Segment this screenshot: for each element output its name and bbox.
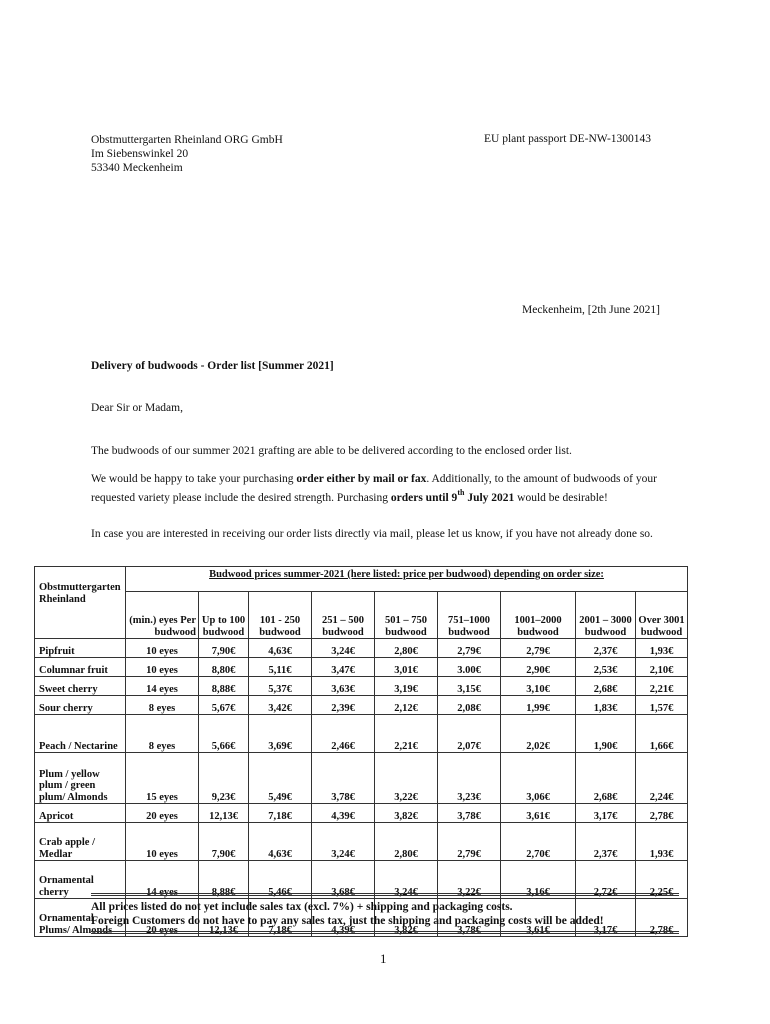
table-row	[35, 823, 688, 861]
price-cell: 2,68€	[576, 677, 636, 696]
price-cell: 2,10€	[636, 658, 688, 677]
price-cell: 3,15€	[438, 677, 501, 696]
price-cell: 5,37€	[249, 677, 312, 696]
price-cell: 2,08€	[438, 696, 501, 715]
price-cell: 2,72€	[576, 861, 636, 899]
price-cell: 3,61€	[501, 804, 576, 823]
price-cell: 2,53€	[576, 658, 636, 677]
price-cell: 5,67€	[199, 696, 249, 715]
price-cell: 2,70€	[501, 823, 576, 861]
paragraph-2: We would be happy to take your purchasing order either by mail or fax. Additionally, to the amount of budwoods of your requested variety please include the desired strength. Purchasing orders until 9th July 2021 would be desirable!	[91, 473, 657, 504]
page-number: 1	[380, 951, 387, 966]
sender-address	[91, 133, 283, 175]
price-cell: 5,11€	[249, 658, 312, 677]
price-cell: 3,24€	[312, 823, 375, 861]
variety-name: Ornamental Plums/ Almonds	[35, 899, 126, 937]
price-cell: 3.00€	[438, 658, 501, 677]
price-cell: 3,16€	[501, 861, 576, 899]
price-cell: 3,47€	[312, 658, 375, 677]
eyes-per-budwood: 14 eyes	[126, 861, 199, 899]
variety-name: Columnar fruit	[35, 658, 126, 677]
price-cell: 2,79€	[501, 639, 576, 658]
paragraph-1: The budwoods of our summer 2021 grafting are able to be delivered according to the enclosed order list.	[91, 445, 572, 457]
greeting: Dear Sir or Madam,	[91, 402, 183, 414]
price-cell: 8,88€	[199, 677, 249, 696]
column-header: 101 - 250 budwood	[249, 592, 312, 639]
column-header: 501 – 750 budwood	[375, 592, 438, 639]
price-cell: 5,66€	[199, 715, 249, 753]
price-cell: 2,78€	[636, 804, 688, 823]
price-cell: 3,24€	[375, 861, 438, 899]
price-cell: 1,83€	[576, 696, 636, 715]
price-cell: 5,46€	[249, 861, 312, 899]
table-row	[35, 804, 688, 823]
price-cell: 7,18€	[249, 804, 312, 823]
price-note	[91, 893, 679, 934]
price-cell: 2,90€	[501, 658, 576, 677]
price-cell: 8,88€	[199, 861, 249, 899]
price-table	[34, 566, 688, 937]
sender-street: Im Siebenswinkel 20	[91, 148, 189, 160]
price-cell: 8,80€	[199, 658, 249, 677]
variety-name: Sour cherry	[35, 696, 126, 715]
sender-city: 53340 Meckenheim	[91, 162, 183, 174]
price-cell: 2,21€	[636, 677, 688, 696]
sender-company: Obstmuttergarten Rheinland ORG GmbH	[91, 134, 283, 146]
column-header: 251 – 500 budwood	[312, 592, 375, 639]
price-cell: 2,79€	[438, 823, 501, 861]
letter-subject: Delivery of budwoods - Order list [Summer 2021]	[91, 360, 334, 372]
price-cell: 7,18€	[249, 899, 312, 937]
eyes-per-budwood: 20 eyes	[126, 899, 199, 937]
variety-name: Apricot	[35, 804, 126, 823]
price-cell: 1,90€	[576, 715, 636, 753]
price-cell: 3,22€	[438, 861, 501, 899]
price-cell: 3,23€	[438, 753, 501, 804]
eyes-per-budwood: 8 eyes	[126, 696, 199, 715]
price-cell: 3,61€	[501, 899, 576, 937]
price-cell: 3,78€	[438, 899, 501, 937]
price-cell: 2,37€	[576, 639, 636, 658]
eyes-per-budwood: 10 eyes	[126, 639, 199, 658]
column-header: 751–1000 budwood	[438, 592, 501, 639]
price-cell: 7,90€	[199, 639, 249, 658]
price-cell: 3,42€	[249, 696, 312, 715]
plant-passport: EU plant passport DE-NW-1300143	[484, 133, 652, 145]
note-line-2: Foreign Customers do not have to pay any sales tax, just the shipping and packaging costs will be added!	[91, 915, 604, 927]
eyes-per-budwood: 8 eyes	[126, 715, 199, 753]
eyes-per-budwood: 20 eyes	[126, 804, 199, 823]
column-header: Over 3001 budwood	[636, 592, 688, 639]
price-cell: 4,39€	[312, 804, 375, 823]
column-header: Up to 100 budwood	[199, 592, 249, 639]
eyes-per-budwood: 10 eyes	[126, 823, 199, 861]
price-cell: 2,37€	[576, 823, 636, 861]
price-cell: 1,93€	[636, 639, 688, 658]
price-cell: 2,12€	[375, 696, 438, 715]
price-cell: 3,17€	[576, 899, 636, 937]
price-cell: 4,63€	[249, 639, 312, 658]
price-cell: 3,01€	[375, 658, 438, 677]
variety-name: Ornamental cherry	[35, 861, 126, 899]
column-header: 1001–2000 budwood	[501, 592, 576, 639]
price-cell: 4,63€	[249, 823, 312, 861]
price-cell: 2,24€	[636, 753, 688, 804]
eyes-per-budwood: 10 eyes	[126, 658, 199, 677]
price-cell: 3,82€	[375, 804, 438, 823]
table-row	[35, 715, 688, 753]
table-company: Obstmuttergarten Rheinland	[35, 567, 126, 639]
variety-name: Plum / yellow plum / green plum/ Almonds	[35, 753, 126, 804]
table-title: Budwood prices summer-2021 (here listed: price per budwood) depending on order size:	[126, 567, 688, 592]
table-row	[35, 639, 688, 658]
table-row	[35, 658, 688, 677]
price-cell: 12,13€	[199, 899, 249, 937]
variety-name: Pipfruit	[35, 639, 126, 658]
price-cell: 3,17€	[576, 804, 636, 823]
price-cell: 3,19€	[375, 677, 438, 696]
note-line-1: All prices listed do not yet include sales tax (excl. 7%) + shipping and packaging costs.	[91, 901, 513, 913]
price-cell: 2,39€	[312, 696, 375, 715]
price-cell: 3,78€	[438, 804, 501, 823]
price-cell: 5,49€	[249, 753, 312, 804]
price-cell: 1,99€	[501, 696, 576, 715]
price-cell: 2,07€	[438, 715, 501, 753]
column-header: 2001 – 3000 budwood	[576, 592, 636, 639]
price-cell: 3,78€	[312, 753, 375, 804]
paragraph-3: In case you are interested in receiving our order lists directly via mail, please let us know, if you have not already done so.	[91, 528, 653, 540]
letter-date: Meckenheim, [2th June 2021]	[522, 304, 660, 316]
price-cell: 2,80€	[375, 823, 438, 861]
price-cell: 2,68€	[576, 753, 636, 804]
price-cell: 1,66€	[636, 715, 688, 753]
eyes-per-budwood: 14 eyes	[126, 677, 199, 696]
price-cell: 1,57€	[636, 696, 688, 715]
column-header: (min.) eyes Per budwood	[126, 592, 199, 639]
price-cell: 3,63€	[312, 677, 375, 696]
price-cell: 2,21€	[375, 715, 438, 753]
variety-name: Peach / Nectarine	[35, 715, 126, 753]
price-cell: 3,10€	[501, 677, 576, 696]
price-cell: 3,24€	[312, 639, 375, 658]
price-cell: 9,23€	[199, 753, 249, 804]
table-row	[35, 677, 688, 696]
price-cell: 2,78€	[636, 899, 688, 937]
price-cell: 2,46€	[312, 715, 375, 753]
price-cell: 1,93€	[636, 823, 688, 861]
price-cell: 3,22€	[375, 753, 438, 804]
price-cell: 2,80€	[375, 639, 438, 658]
price-cell: 12,13€	[199, 804, 249, 823]
variety-name: Sweet cherry	[35, 677, 126, 696]
eyes-per-budwood: 15 eyes	[126, 753, 199, 804]
price-cell: 3,82€	[375, 899, 438, 937]
price-cell: 7,90€	[199, 823, 249, 861]
price-cell: 3,69€	[249, 715, 312, 753]
price-cell: 2,02€	[501, 715, 576, 753]
price-cell: 2,25€	[636, 861, 688, 899]
table-row	[35, 753, 688, 804]
price-cell: 3,06€	[501, 753, 576, 804]
table-row	[35, 696, 688, 715]
price-cell: 3,68€	[312, 861, 375, 899]
price-cell: 2,79€	[438, 639, 501, 658]
price-cell: 4,39€	[312, 899, 375, 937]
variety-name: Crab apple / Medlar	[35, 823, 126, 861]
